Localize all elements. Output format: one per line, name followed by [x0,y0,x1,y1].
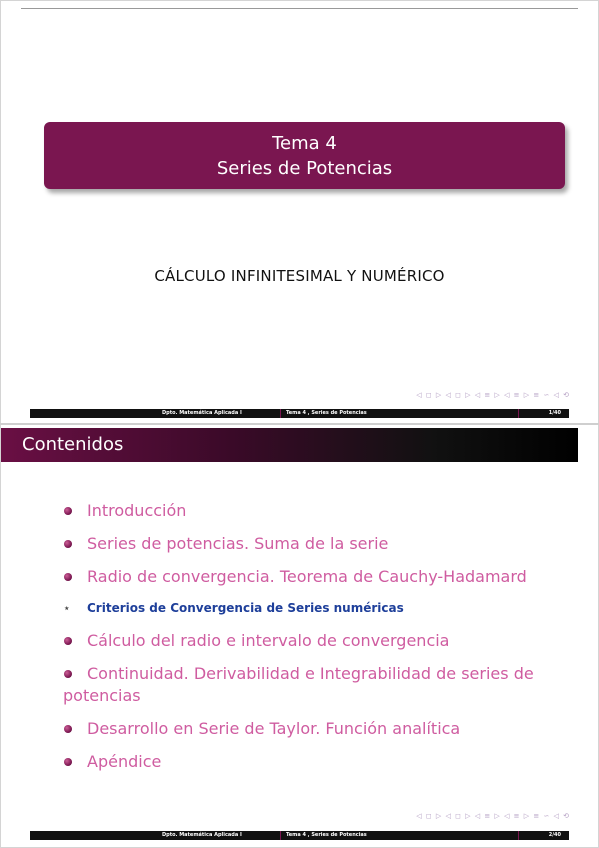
footer-separator [518,831,519,840]
footer-separator [280,409,281,418]
beamer-navigation-icons[interactable]: ◁ ◻ ▷ ◁ ◻ ▷ ◁ ≡ ▷ ◁ ≡ ▷ ≡ ∽ ◁ ⟲ [416,812,570,820]
title-line-1: Tema 4 [272,133,337,154]
slide-footer [30,409,569,418]
top-rule [21,8,578,9]
ball-bullet-icon [64,637,72,645]
footer-separator [518,409,519,418]
toc-item-label: Criterios de Convergencia de Series numéricas [87,601,404,615]
toc-item-introduccion[interactable] [63,500,568,522]
toc-item-label: Series de potencias. Suma de la serie [87,534,389,553]
table-of-contents [63,500,568,784]
slide-1 [0,0,599,423]
toc-item-label: Apéndice [87,752,162,771]
course-name: CÁLCULO INFINITESIMAL Y NUMÉRICO [154,267,445,285]
footer-topic: Tema 4 , Series de Potencias [286,832,367,838]
section-heading: Contenidos [1,428,578,462]
toc-item-apendice[interactable] [63,751,568,773]
ball-bullet-icon [64,758,72,766]
toc-item-criterios-current[interactable] [63,599,568,617]
toc-item-radio-convergencia[interactable] [63,566,568,588]
toc-item-label: Cálculo del radio e intervalo de convergencia [87,631,450,650]
beamer-navigation-icons[interactable]: ◁ ◻ ▷ ◁ ◻ ▷ ◁ ≡ ▷ ◁ ≡ ▷ ≡ ∽ ◁ ⟲ [416,391,570,399]
ball-bullet-icon [64,540,72,548]
ball-bullet-icon [64,725,72,733]
toc-item-series-potencias[interactable] [63,533,568,555]
title-box [44,122,565,189]
star-icon: ⋆ [63,601,71,615]
footer-department: Dpto. Matemática Aplicada I [162,410,242,416]
toc-item-label: Continuidad. Derivabilidad e Integrabilidad de series de potencias [63,664,534,705]
slide-2 [0,425,599,848]
footer-page-number: 2/40 [548,832,561,838]
toc-item-label: Introducción [87,501,187,520]
toc-item-calculo-radio[interactable] [63,630,568,652]
slide-footer [30,831,569,840]
footer-page-number: 1/40 [548,410,561,416]
ball-bullet-icon [64,507,72,515]
title-line-2: Series de Potencias [216,158,393,179]
footer-department: Dpto. Matemática Aplicada I [162,832,242,838]
footer-separator [280,831,281,840]
toc-item-label: Radio de convergencia. Teorema de Cauchy-Hadamard [87,567,527,586]
ball-bullet-icon [64,670,72,678]
footer-topic: Tema 4 , Series de Potencias [286,410,367,416]
ball-bullet-icon [64,573,72,581]
toc-item-taylor[interactable] [63,718,568,740]
toc-item-continuidad[interactable] [63,663,568,707]
toc-item-label: Desarrollo en Serie de Taylor. Función analítica [87,719,461,738]
